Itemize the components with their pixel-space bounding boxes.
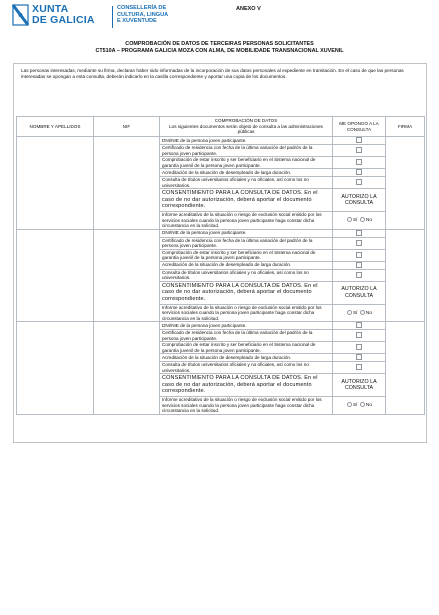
- no-label: No: [365, 218, 373, 224]
- table-row: [17, 322, 425, 330]
- nif-cell[interactable]: [94, 137, 160, 230]
- logo-line-1: XUNTA: [32, 3, 69, 15]
- oppose-cell: [333, 237, 386, 249]
- oppose-checkbox[interactable]: [356, 252, 362, 258]
- department-line-2: CULTURA, LINGUA: [117, 11, 169, 18]
- table-row: [17, 137, 425, 145]
- logo-line-2: DE GALICIA: [32, 14, 95, 26]
- document-item: Acreditación de la situación de desempleado de larga duración.: [160, 261, 333, 269]
- yes-radio[interactable]: [347, 402, 352, 407]
- header-name: NOMBRE Y APELLIDOS: [17, 117, 94, 137]
- header-sign: FIRMA: [386, 117, 425, 137]
- oppose-checkbox[interactable]: [356, 169, 362, 175]
- authorize-label: AUTORIZO LA CONSULTA: [333, 374, 386, 397]
- yes-no-options: [333, 212, 386, 230]
- document-item: Certificado de residencia con fecha de la última variación del padrón de la persona joven participante.: [160, 237, 333, 249]
- oppose-checkbox[interactable]: [356, 272, 362, 278]
- social-report-text: Informe acreditativo de la situación o riesgo de exclusión social emitido por los servicios sociales cuando la persona joven participante haga constar dicha circunstancia en la solicitud.: [160, 397, 333, 415]
- oppose-checkbox[interactable]: [356, 240, 362, 246]
- document-item: DNI/NIE de la persona joven participante.: [160, 137, 333, 145]
- document-item: Acreditación de la situación de desempleado de larga duración.: [160, 354, 333, 362]
- oppose-cell: [333, 145, 386, 157]
- document-item: Comprobación de estar inscrito y ser beneficiario en el Sistema nacional de garantía juvenil de la persona joven participante.: [160, 249, 333, 261]
- social-report-text: Informe acreditativo de la situación o riesgo de exclusión social emitido por los servicios sociales cuando la persona joven participante haga constar dicha circunstancia en la solicitud.: [160, 304, 333, 322]
- department-line-3: E XUVENTUDE: [117, 18, 157, 24]
- name-cell[interactable]: [17, 322, 94, 415]
- yes-label: Sí: [352, 403, 358, 409]
- intro-text: Las personas interesadas, mediante su firma, declaran haber sido informadas de la incorporación de sus datos personales al expediente en tramitación. En el caso de que las personas interesadas se opongan a esta consulta, deberán indicarlo en la casilla correspondiente y aportar una copia de los documentos.: [21, 68, 404, 79]
- document-item: DNI/NIE de la persona joven participante.: [160, 229, 333, 237]
- nif-cell[interactable]: [94, 322, 160, 415]
- header-oppose: ME OPONGO A LA CONSULTA: [333, 117, 386, 137]
- oppose-cell: [333, 169, 386, 177]
- oppose-cell: [333, 157, 386, 169]
- name-cell[interactable]: [17, 229, 94, 322]
- no-radio[interactable]: [360, 217, 365, 222]
- document-title: COMPROBACIÓN DE DATOS DE TERCEIRAS PERSONAS SOLICITANTES: [125, 41, 314, 47]
- table-row: [17, 229, 425, 237]
- oppose-checkbox[interactable]: [356, 332, 362, 338]
- oppose-checkbox[interactable]: [356, 179, 362, 185]
- header-check: COMPROBACIÓN DE DATOS Los siguientes documentos serán objeto de consulta a las administraciones públicas: [160, 117, 333, 137]
- oppose-checkbox[interactable]: [356, 159, 362, 165]
- oppose-checkbox[interactable]: [356, 354, 362, 360]
- form-box: [13, 63, 427, 443]
- document-item: Certificado de residencia con fecha de la última variación del padrón de la persona joven participante.: [160, 145, 333, 157]
- social-report-text: Informe acreditativo de la situación o riesgo de exclusión social emitido por los servicios sociales cuando la persona joven participante haga constar dicha circunstancia en la solicitud.: [160, 212, 333, 230]
- yes-label: Sí: [352, 310, 358, 316]
- yes-radio[interactable]: [347, 217, 352, 222]
- oppose-cell: [333, 137, 386, 145]
- oppose-cell: [333, 322, 386, 330]
- oppose-checkbox[interactable]: [356, 262, 362, 268]
- document-item: Certificado de residencia con fecha de la última variación del padrón de la persona joven participante.: [160, 330, 333, 342]
- oppose-checkbox[interactable]: [356, 230, 362, 236]
- document-header: [12, 4, 432, 32]
- signature-cell[interactable]: [386, 322, 425, 415]
- participants-table: [16, 116, 425, 415]
- yes-label: Sí: [352, 218, 358, 224]
- document-item: DNI/NIE de la persona joven participante.: [160, 322, 333, 330]
- header-nif: NIF: [94, 117, 160, 137]
- no-radio[interactable]: [360, 310, 365, 315]
- oppose-checkbox[interactable]: [356, 137, 362, 143]
- yes-no-options: [333, 397, 386, 415]
- oppose-cell: [333, 354, 386, 362]
- oppose-checkbox[interactable]: [356, 322, 362, 328]
- department-line-1: CONSELLERÍA DE: [117, 5, 167, 11]
- consent-text: CONSENTIMIENTO PARA LA CONSULTA DE DATOS. En el caso de no dar autorización, deberá aportar el documento correspondiente.: [160, 281, 333, 304]
- name-cell[interactable]: [17, 137, 94, 230]
- annex-label: ANEXO V: [236, 6, 261, 12]
- signature-cell[interactable]: [386, 229, 425, 322]
- authorize-label: AUTORIZO LA CONSULTA: [333, 281, 386, 304]
- yes-no-options: [333, 304, 386, 322]
- department-name: [117, 5, 168, 25]
- document-item: Consulta de títulos universitarios oficiales y no oficiales, así como los no universitarios.: [160, 177, 333, 189]
- document-subtitle: CT510A – PROGRAMA GALICIA MOZA CON ALMA, DE MOBILIDADE TRANSNACIONAL XUVENIL: [95, 48, 344, 54]
- oppose-cell: [333, 269, 386, 281]
- nif-cell[interactable]: [94, 229, 160, 322]
- oppose-checkbox[interactable]: [356, 344, 362, 350]
- document-item: Consulta de títulos universitarios oficiales y no oficiales, así como los no universitarios.: [160, 269, 333, 281]
- xunta-logo-icon: [12, 4, 29, 26]
- oppose-cell: [333, 249, 386, 261]
- yes-radio[interactable]: [347, 310, 352, 315]
- no-label: No: [365, 403, 373, 409]
- xunta-logo-text: [32, 4, 95, 26]
- signature-cell[interactable]: [386, 137, 425, 230]
- oppose-cell: [333, 229, 386, 237]
- document-item: Comprobación de estar inscrito y ser beneficiario en el Sistema nacional de garantía juvenil de la persona joven participante.: [160, 342, 333, 354]
- oppose-cell: [333, 342, 386, 354]
- oppose-cell: [333, 261, 386, 269]
- document-item: Acreditación de la situación de desempleado de larga duración.: [160, 169, 333, 177]
- document-item: Comprobación de estar inscrito y ser beneficiario en el Sistema nacional de garantía juvenil de la persona joven participante.: [160, 157, 333, 169]
- oppose-cell: [333, 330, 386, 342]
- no-label: No: [365, 310, 373, 316]
- authorize-label: AUTORIZO LA CONSULTA: [333, 189, 386, 212]
- logo-divider: [112, 6, 113, 28]
- oppose-checkbox[interactable]: [356, 147, 362, 153]
- no-radio[interactable]: [360, 402, 365, 407]
- oppose-cell: [333, 177, 386, 189]
- document-item: Consulta de títulos universitarios oficiales y no oficiales, así como los no universitarios.: [160, 362, 333, 374]
- consent-text: CONSENTIMIENTO PARA LA CONSULTA DE DATOS. En el caso de no dar autorización, deberá aportar el documento correspondiente.: [160, 374, 333, 397]
- oppose-checkbox[interactable]: [356, 364, 362, 370]
- table-header-row: [17, 117, 425, 137]
- consent-text: CONSENTIMIENTO PARA LA CONSULTA DE DATOS. En el caso de no dar autorización, deberá aportar el documento correspondiente.: [160, 189, 333, 212]
- oppose-cell: [333, 362, 386, 374]
